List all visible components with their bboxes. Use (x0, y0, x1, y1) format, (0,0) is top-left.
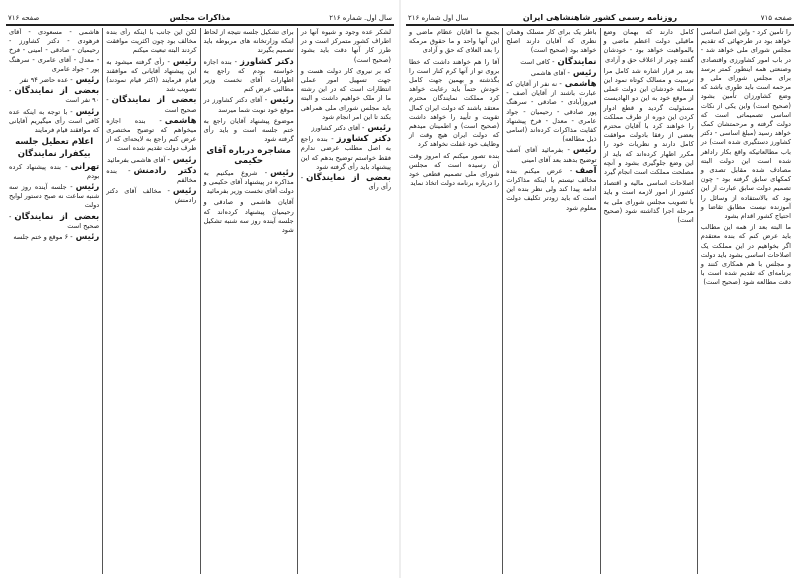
speaker-name: دکتر کشاورز (240, 56, 294, 67)
paragraph-text: - ۹۰ نفر است (9, 87, 100, 105)
page-number: صفحه ۷۱۵ (760, 14, 792, 22)
paragraph-text: کامل دارند که بهمان وضع ماقبلی دولت اعظم ماضی و بالمواهبت خواهد بود - خودشان گفتند چوتر از اعلاف حق و آزادی (603, 28, 694, 64)
speaker-name: نمایندگان (557, 56, 597, 67)
speaker-name: دکتر رادمنش (133, 165, 197, 176)
paragraph (301, 28, 391, 65)
paragraph (301, 135, 391, 172)
speaker-name: رئیس (172, 154, 197, 165)
paragraph-text: - بنده مخالفم (106, 166, 197, 185)
paragraph (106, 187, 196, 205)
paragraph-text: - کافی است (520, 57, 555, 66)
paragraph (204, 117, 294, 145)
paragraph-text: - آقای هاشمی (530, 68, 570, 77)
paragraph (9, 87, 99, 105)
speaker-name: رئیس (172, 56, 197, 67)
paragraph-text: بعد بر قرار اشاره شد کامل مرا ترسیت و مسالک کوتاه نمود این مساله خودشان این دولت عملی از موقع خود به این دو الهادیست مسئولیت گردید و قطع ادوار کردن این دوره از طرف مملکت را خواهند کرد با آقایان محترم بعضی از رفقا بادولت موافقت کامل دارند و نظریات خود را مکرر اظهار کرده‌اند که باید از این وضع جلوگیری بشود و آنچه مصلحت مملکت است انجام گیرد (603, 66, 694, 177)
speaker-name: رئیس (270, 167, 294, 178)
paragraph-text: - آقای دکتر کشاورز در موقع خود نوبت شما میرسد (203, 96, 294, 114)
paragraph (506, 146, 596, 164)
issue-number: سال اول. شماره ۲۱۶ (329, 14, 392, 22)
paragraph (9, 76, 99, 85)
paragraph (204, 28, 294, 56)
paragraph-text: - بنده اجازه خواسته بودم که راجع به اظهارات آقای نخست وزیر مطالبی عرض کنم (203, 57, 294, 94)
text-column (697, 28, 794, 574)
paragraph-text: - بنده راجع به اصل مطلب عرضی ندارم فقط خواستم توضیح بدهم که این پیشنهاد باید رأی گرفته شود (300, 135, 391, 171)
paragraph (409, 28, 499, 56)
paragraph-text: لشکر عده وجود و شیوه آنها در اطراف کشور متمرکز است و در طرز کار آنها دقت باید بشود (صحیح است) (300, 28, 391, 64)
text-column (297, 28, 394, 574)
page-number: صفحه ۷۱۶ (8, 14, 40, 22)
paragraph (204, 169, 294, 197)
paragraph (701, 223, 791, 287)
paragraph-text: - صحیح است (106, 96, 197, 114)
speaker-name: بعضی از نمایندگان (14, 86, 100, 97)
paragraph (506, 167, 596, 213)
speaker-name: رئیس (270, 95, 294, 106)
paragraph-text: - صحیح است (9, 212, 100, 230)
paragraph-text: موضوع پیشنهاد آقایان راجع به ختم جلسه است و باید رأی گرفته شود (203, 116, 294, 144)
paragraph-text: - آقای هاشمی بفرمائید (107, 155, 170, 164)
paragraph-text: بجمع ما آقایان عظام ماضی و این آنها واحد و ما حقوق مرمکه را بعد العلای که حق و آزادی (409, 28, 500, 55)
paragraph (604, 179, 694, 225)
paragraph-text: که بر نیروی کار دولت هست و جهت تسهیل امور عملی انتظارات است که در این رشته ما از ملک خواهیم داشت و البته باید مجلس شورای ملی همراهی بکند تا این امر انجام شود (300, 66, 391, 121)
paragraph (204, 58, 294, 95)
paragraph (9, 213, 99, 231)
paragraph (9, 108, 99, 136)
paragraph-text: - بنده اجازه میخواهم که توضیح مختصری عرض کنم راجع به لایحه‌ای که از طرف دولت تقدیم شده است (106, 116, 197, 153)
speaker-name: رئیس (75, 106, 100, 117)
paragraph (506, 58, 596, 67)
speaker-name: رئیس (75, 75, 100, 86)
text-column (502, 28, 599, 574)
speaker-name: آصف (575, 165, 597, 176)
newspaper-title: روزنامه رسمی کشور شاهنشاهی ایران (522, 13, 678, 22)
right-page-columns (406, 28, 794, 574)
paragraph (506, 80, 596, 144)
paragraph (106, 117, 196, 154)
speaker-name: بعضی از نمایندگان (306, 173, 391, 184)
paragraph-text: - عرض میکنم بنده مخالف نیستم با اینکه مذاکرات ادامه پیدا کند ولی نظر بنده این است که باید زودتر تکلیف دولت معلوم شود (506, 166, 597, 212)
paragraph (9, 28, 99, 74)
paragraph (204, 198, 294, 235)
paragraph-text: هاشمی - مسعودی - آقای فرهودی - دکتر کشاورز - رحیمیان - صادقی - امینی - فرخ - معدل - آقای عامری - سرهنگ پور - جواد عامری (9, 28, 100, 73)
paragraph-text: - بنده پیشنهاد کرده بودم (9, 162, 100, 180)
right-page-header (406, 4, 794, 26)
speaker-name: بعضی از نمایندگان (14, 211, 100, 222)
paragraph (301, 174, 391, 192)
speaker-name: هاشمی (164, 115, 197, 126)
text-column (406, 28, 502, 574)
paragraph (9, 233, 99, 242)
paragraph (506, 69, 596, 78)
paragraph (204, 96, 294, 114)
paragraph-text: را تأمین کرد - واین اصل اساسی خواهد بود در طرحهائی که تقدیم مجلس شورای ملی خواهد شد - در باب امور کشاورزی واقتصادی وصنعتی همه اینطور کمتر برسد برای مجلس شورای ملی و مرحمه است باید طوری باشد که وضع کشاورزان تأمین بشود (صحیح است) واین یکی از نکات اساسی تصمیماتی است که دولت گرفته و مرحمتشان کمک خواهد رسید (مبلغ اساسی - دکتر کشاورز دستگیری شده است) در باب مطالعاتیکه واقع بکار راداهر شده است این دولت البته مصادف شده مقابل تصدی و کمکهای سابق گرفته بود - چون تصمیم دولت سابق عبارت از این بود که بالاستفاده از وسائل را آموزنده نیست مطابق تقاضا و احتیاج کشور اقدام بشود (700, 28, 791, 221)
paragraph-text: بنده تصور میکنم که امروز وقت آن رسیده است که مجلس شورای ملی تصمیم قطعی خود را درباره برنامه دولت اتخاذ نماید (409, 151, 500, 188)
issue-number: سال اول شماره ۲۱۶ (408, 14, 469, 22)
paragraph (106, 28, 196, 56)
speaker-name: رئیس (172, 186, 197, 197)
speaker-name: بیکفرار نمایندگان (17, 149, 91, 160)
paragraph-text: اصلاحات اساسی مالیه و اقتصاد کشور از امور لازمه است و باید با تصویب مجلس شورای ملی به مرحله اجرا گذاشته شود (صحیح است) (603, 179, 694, 225)
paragraph (9, 183, 99, 211)
paragraph (409, 152, 499, 189)
page-gutter (399, 0, 401, 578)
speaker-name: رئیس (572, 145, 597, 156)
speaker-name: اعلام تعطیل جلسه (15, 137, 94, 148)
left-page-header (6, 4, 394, 26)
paragraph-text: آقا را هم خواهند داشت که خطا بروی تو از آنها کرم کنار است را بگذشته و بهمین جهت کامل خودش حتماً باید رعایت خواهد کرد مملکت نمایندگان محترم معتقد باشند که دولت ایران کمال تقویت و تأیید را خواهد داشت (صحیح است) و اطمینان میدهم که دولت ایران هیچ وقت از وظایف خود غفلت نخواهد کرد (409, 57, 500, 149)
right-page (402, 0, 798, 578)
paragraph (106, 58, 196, 95)
paragraph-text: - جلسه آینده روز سه شنبه ساعت نه صبح دستور لوایح دولت (9, 183, 100, 210)
speaker-name: دکتر کشاورز (336, 134, 391, 145)
paragraph-text: ما البته بعد از همه این مطالب باید عرض کنم که بنده معتقدم اگر بخواهیم در این مملکت یک اصلاحات اساسی بشود باید دولت و مجلس با هم همکاری کنند و برنامه‌ای که تقدیم شده است با دقت مطالعه شود (صحیح است) (700, 223, 791, 287)
speaker-name: تهرانی (70, 161, 100, 172)
paragraph-text: - شروع میکنیم به مذاکره در پیشنهاد آقای حکیمی و دولت آقای نخست وزیر بفرمائید (203, 168, 294, 196)
speaker-name: رئیس (75, 232, 100, 243)
paragraph-text: لکن این جانب با اینکه رأی بنده مخالف بود چون اکثریت موافقت کردند البته تبعیت میکنم (106, 28, 197, 55)
paragraph (301, 124, 391, 133)
speaker-name: رئیس (572, 67, 597, 78)
paragraph-text: - نه نفر از آقایان که عبارت باشند از آقایان آصف - فیروزآبادی - صادقی - سرهنگ پور صادقی - رحیمیان - جواد عامری - معدل - فرخ پیشنهاد کفایت مذاکرات کرده‌اند (اسامی ذیل مطالعه) (506, 80, 597, 144)
text-column (200, 28, 297, 574)
paragraph-text: آقایان هاشمی و صادقی و رحیمیان پیشنهاد کرده‌اند که جلسه آینده روز سه شنبه تشکیل شود (203, 198, 294, 235)
paragraph-text: - با توجه به اینکه عده کافی است رأی میگیریم آقایانی که موافقند قیام فرمایند (9, 107, 100, 135)
text-column (600, 28, 697, 574)
speaker-name: بعضی از نمایندگان (111, 95, 197, 106)
paragraph-text: - بفرمائید آقای آصف توضیح بدهند بعد آقای امینی (506, 146, 597, 164)
paragraph-text: - رأی رأی (300, 174, 391, 192)
paragraph (106, 167, 196, 185)
left-page (2, 0, 398, 578)
paragraph-text: برای تشکیل جلسه نتیجه از لحاظ اینکه وزارتخانه های مربوطه باید تصمیم بگیرند (203, 28, 294, 55)
paragraph (106, 156, 196, 165)
section-heading (9, 138, 99, 147)
speaker-name: رئیس (75, 182, 100, 193)
speaker-name: رئیس (367, 123, 391, 134)
section-heading (204, 147, 294, 165)
paragraph-text: باطر یک برای کار مسلک وهمان نظری که آقایان دارند اصلح خواهد بود (صحیح است) (506, 28, 597, 55)
text-column (102, 28, 199, 574)
paragraph-text: - آقای دکتر کشاورز (311, 124, 365, 133)
paragraph-text: - ۶ موقع و ختم جلسه (13, 233, 73, 242)
text-column (6, 28, 102, 574)
paragraph-text: - عده حاضر ۹۴ نفر (19, 76, 73, 85)
paragraph-text: - رأی گرفته میشود به این پیشنهاد آقایانی که موافقند قیام فرمایند (اکثر قیام نمودند) تصویب شد (106, 57, 197, 94)
paragraph (106, 96, 196, 114)
paragraph (701, 28, 791, 221)
paragraph (9, 163, 99, 181)
left-page-columns (6, 28, 394, 574)
paragraph (301, 67, 391, 122)
speaker-name: هاشمی (564, 79, 597, 90)
paragraph (604, 67, 694, 177)
paragraph (409, 58, 499, 150)
paragraph (604, 28, 694, 65)
paragraph (506, 28, 596, 56)
section-title: مذاکرات مجلس (169, 13, 231, 22)
paragraph-text: - مخالف آقای دکتر رادمنش (106, 187, 197, 205)
speaker-name: مشاجره درباره آقای حکیمی (206, 146, 291, 166)
section-heading (9, 150, 99, 159)
